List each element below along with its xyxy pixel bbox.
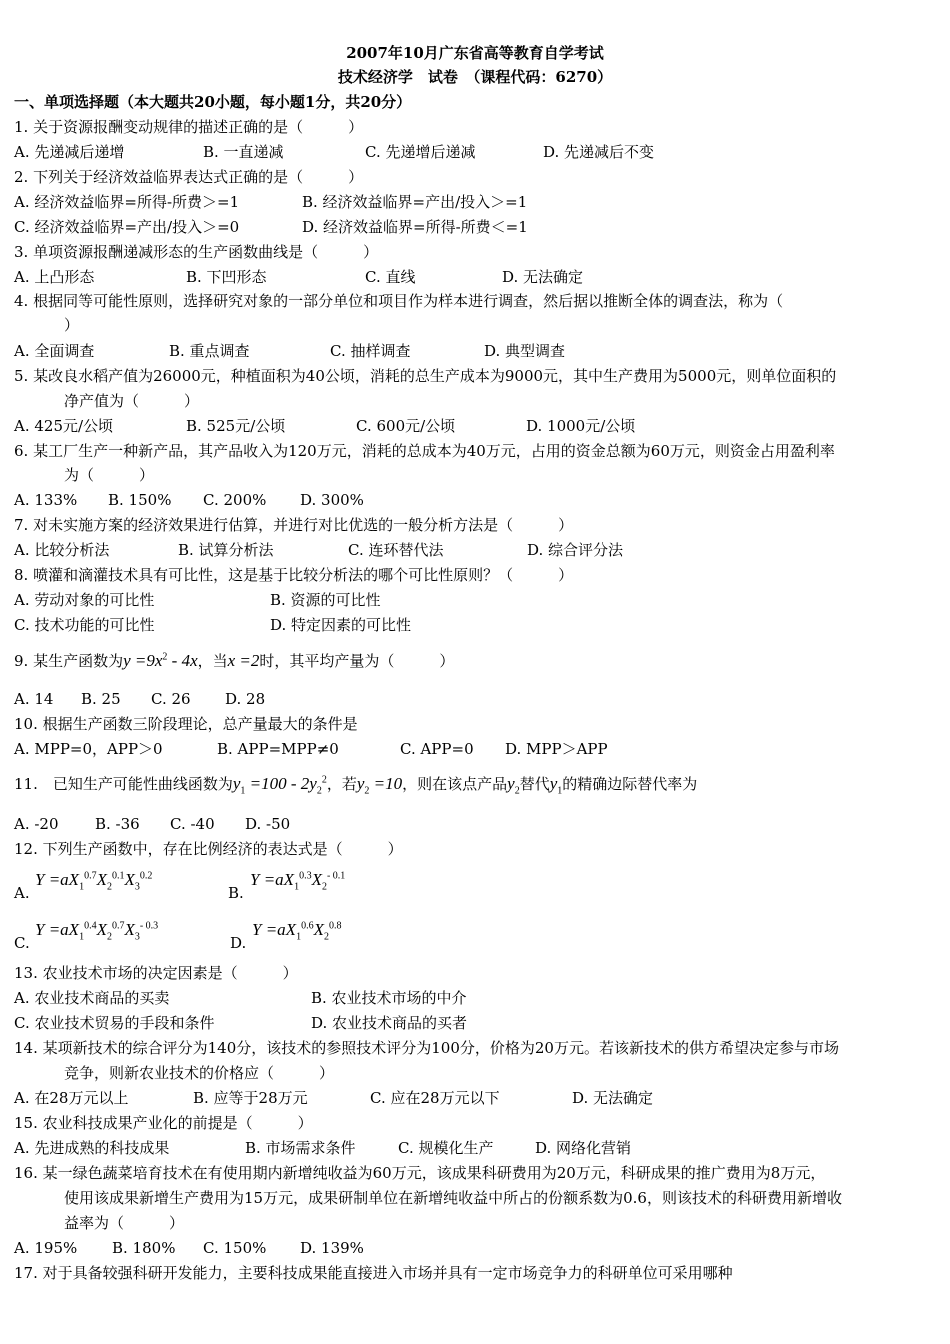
question-14-stem: 14. 某项新技术的综合评分为140分，该技术的参照技术评分为100分，价格为20万元。若该新技术的供方希望决定参与市场 [14, 1039, 839, 1057]
q11-condition: $y_2 =10$ [356, 774, 403, 797]
q15-option-a: A. 先进成熟的科技成果 [14, 1139, 170, 1157]
question-7-stem: 7. 对未实施方案的经济效果进行估算，并进行对比优选的一般分析方法是（ ） [14, 516, 574, 534]
q12-option-a-label: A. [14, 884, 30, 902]
q9-formula: $y =9x^2 - 4x$ [123, 651, 198, 670]
q11-text-post2: 替代 [519, 775, 550, 793]
q9-text-pre: 9. 某生产函数为 [14, 652, 124, 670]
q14-option-d: D. 无法确定 [572, 1089, 654, 1107]
q7-option-a: A. 比较分析法 [14, 541, 110, 559]
q11-text-pre: 11. 已知生产可能性曲线函数为 [14, 775, 233, 793]
question-5-stem: 5. 某改良水稻产值为26000元，种植面积为40公顷，消耗的总生产成本为9000元，其中生产费用为5000元，则单位面积的 [14, 367, 837, 385]
q11-option-b: B. -36 [95, 815, 140, 833]
q14-option-b: B. 应等于28万元 [193, 1089, 308, 1107]
question-4-stem: 4. 根据同等可能性原则，选择研究对象的一部分单位和项目作为样本进行调查，然后据以推断全体的调查法，称为（ [14, 292, 784, 310]
q5-option-c: C. 600元/公顷 [356, 417, 456, 435]
question-1-stem: 1. 关于资源报酬变动规律的描述正确的是（ ） [14, 118, 364, 136]
q11-option-c: C. -40 [170, 815, 215, 833]
q8-option-d: D. 特定因素的可比性 [270, 616, 412, 634]
q9-text-mid: ，当 [197, 652, 228, 670]
q16-option-d: D. 139% [300, 1239, 364, 1257]
q9-option-d: D. 28 [225, 690, 266, 708]
q16-option-a: A. 195% [14, 1239, 78, 1257]
q11-y1: $y_1$ [549, 774, 563, 797]
question-17-stem: 17. 对于具备较强科研开发能力，主要科技成果能直接进入市场并具有一定市场竞争力的科研单位可采用哪种 [14, 1264, 733, 1282]
q2-option-d: D. 经济效益临界=所得-所费＜=1 [302, 218, 528, 236]
q12-option-c-label: C. [14, 934, 30, 952]
q12-option-d-label: D. [230, 934, 247, 952]
question-13-stem: 13. 农业技术市场的决定因素是（ ） [14, 964, 298, 982]
q13-option-b: B. 农业技术市场的中介 [311, 989, 467, 1007]
q13-option-c: C. 农业技术贸易的手段和条件 [14, 1014, 215, 1032]
q4-option-d: D. 典型调查 [484, 342, 566, 360]
q10-option-b: B. APP=MPP≠0 [217, 740, 339, 758]
question-4-stem-cont: ） [64, 316, 80, 334]
q5-option-b: B. 525元/公顷 [186, 417, 286, 435]
q8-option-b: B. 资源的可比性 [270, 591, 381, 609]
question-11-stem [14, 773, 697, 796]
q8-option-a: A. 劳动对象的可比性 [14, 591, 155, 609]
question-16-stem-cont2: 益率为（ ） [64, 1214, 185, 1232]
q12-option-d-formula: $Y =aX_1^{0.6}X_2^{0.8}$ [252, 920, 342, 943]
q15-option-b: B. 市场需求条件 [245, 1139, 356, 1157]
q2-option-a: A. 经济效益临界=所得-所费＞=1 [14, 193, 240, 211]
q9-option-c: C. 26 [151, 690, 191, 708]
q1-option-b: B. 一直递减 [203, 143, 284, 161]
question-9-stem [14, 650, 454, 671]
q11-formula: $y_1 =100 - 2y_2^2$ [232, 774, 327, 797]
q13-option-a: A. 农业技术商品的买卖 [14, 989, 170, 1007]
q13-option-d: D. 农业技术商品的买者 [311, 1014, 468, 1032]
question-16-stem: 16. 某一绿色蔬菜培育技术在有使用期内新增纯收益为60万元，该成果科研费用为20万元，科研成果的推广费用为8万元， [14, 1164, 826, 1182]
section-heading: 一、单项选择题（本大题共20小题，每小题1分，共20分） [14, 93, 412, 111]
q11-text-mid: ，若 [326, 775, 357, 793]
q12-option-c-formula: $Y =aX_1^{0.4}X_2^{0.7}X_3^{- 0.3}$ [35, 920, 159, 943]
q12-option-a-formula: $Y =aX_1^{0.7}X_2^{0.1}X_3^{0.2}$ [35, 870, 153, 893]
q7-option-d: D. 综合评分法 [527, 541, 624, 559]
q3-option-d: D. 无法确定 [502, 268, 584, 286]
q11-text-post1: ，则在该点产品 [402, 775, 508, 793]
q10-option-a: A. MPP=0，APP＞0 [14, 740, 163, 758]
q1-option-a: A. 先递减后递增 [14, 143, 125, 161]
question-16-stem-cont: 使用该成果新增生产费用为15万元，成果研制单位在新增纯收益中所占的份额系数为0.6，则该技术的科研费用新增收 [64, 1189, 842, 1207]
q9-text-post: 时，其平均产量为（ ） [259, 652, 455, 670]
question-2-stem: 2. 下列关于经济效益临界表达式正确的是（ ） [14, 168, 364, 186]
question-10-stem: 10. 根据生产函数三阶段理论，总产量最大的条件是 [14, 715, 358, 733]
q15-option-c: C. 规模化生产 [398, 1139, 494, 1157]
exam-subtitle: 技术经济学 试卷 （课程代码：6270） [337, 68, 613, 86]
q3-option-b: B. 下凹形态 [186, 268, 267, 286]
question-5-stem-cont: 净产值为（ ） [64, 392, 200, 410]
q14-option-c: C. 应在28万元以下 [370, 1089, 500, 1107]
q7-option-c: C. 连环替代法 [348, 541, 444, 559]
q8-option-c: C. 技术功能的可比性 [14, 616, 155, 634]
q11-option-a: A. -20 [14, 815, 59, 833]
q9-condition: x =2 [227, 651, 260, 670]
question-15-stem: 15. 农业科技成果产业化的前提是（ ） [14, 1114, 313, 1132]
question-6-stem-cont: 为（ ） [64, 466, 155, 484]
q3-option-a: A. 上凸形态 [14, 268, 95, 286]
question-8-stem: 8. 喷灌和滴灌技术具有可比性，这是基于比较分析法的哪个可比性原则？（ ） [14, 566, 574, 584]
q6-option-b: B. 150% [108, 491, 172, 509]
q1-option-c: C. 先递增后递减 [365, 143, 476, 161]
q2-option-b: B. 经济效益临界=产出/投入＞=1 [302, 193, 528, 211]
question-6-stem: 6. 某工厂生产一种新产品，其产品收入为120万元，消耗的总成本为40万元，占用的资金总额为60万元，则资金占用盈利率 [14, 442, 835, 460]
q2-option-c: C. 经济效益临界=产出/投入＞=0 [14, 218, 240, 236]
q12-option-b-label: B. [228, 884, 244, 902]
q1-option-d: D. 先递减后不变 [543, 143, 655, 161]
q11-option-d: D. -50 [245, 815, 291, 833]
q4-option-b: B. 重点调查 [169, 342, 250, 360]
q9-option-b: B. 25 [81, 690, 121, 708]
q9-option-a: A. 14 [14, 690, 54, 708]
q3-option-c: C. 直线 [365, 268, 416, 286]
q14-option-a: A. 在28万元以上 [14, 1089, 129, 1107]
q5-option-d: D. 1000元/公顷 [526, 417, 636, 435]
q15-option-d: D. 网络化营销 [535, 1139, 632, 1157]
q12-option-b-formula: $Y =aX_1^{0.3}X_2^{- 0.1}$ [250, 870, 346, 893]
q6-option-c: C. 200% [203, 491, 267, 509]
q6-option-a: A. 133% [14, 491, 78, 509]
question-3-stem: 3. 单项资源报酬递减形态的生产函数曲线是（ ） [14, 243, 379, 261]
q16-option-b: B. 180% [112, 1239, 176, 1257]
exam-title: 2007年10月广东省高等教育自学考试 [346, 44, 604, 62]
q11-y2: $y_2$ [507, 774, 520, 797]
q5-option-a: A. 425元/公顷 [14, 417, 114, 435]
q10-option-c: C. APP=0 [400, 740, 474, 758]
q16-option-c: C. 150% [203, 1239, 267, 1257]
question-12-stem: 12. 下列生产函数中，存在比例经济的表达式是（ ） [14, 840, 403, 858]
q4-option-a: A. 全面调查 [14, 342, 95, 360]
q7-option-b: B. 试算分析法 [178, 541, 274, 559]
q11-text-post3: 的精确边际替代率为 [562, 775, 698, 793]
q10-option-d: D. MPP＞APP [505, 740, 608, 758]
q6-option-d: D. 300% [300, 491, 364, 509]
q4-option-c: C. 抽样调查 [330, 342, 411, 360]
question-14-stem-cont: 竞争，则新农业技术的价格应（ ） [64, 1064, 335, 1082]
